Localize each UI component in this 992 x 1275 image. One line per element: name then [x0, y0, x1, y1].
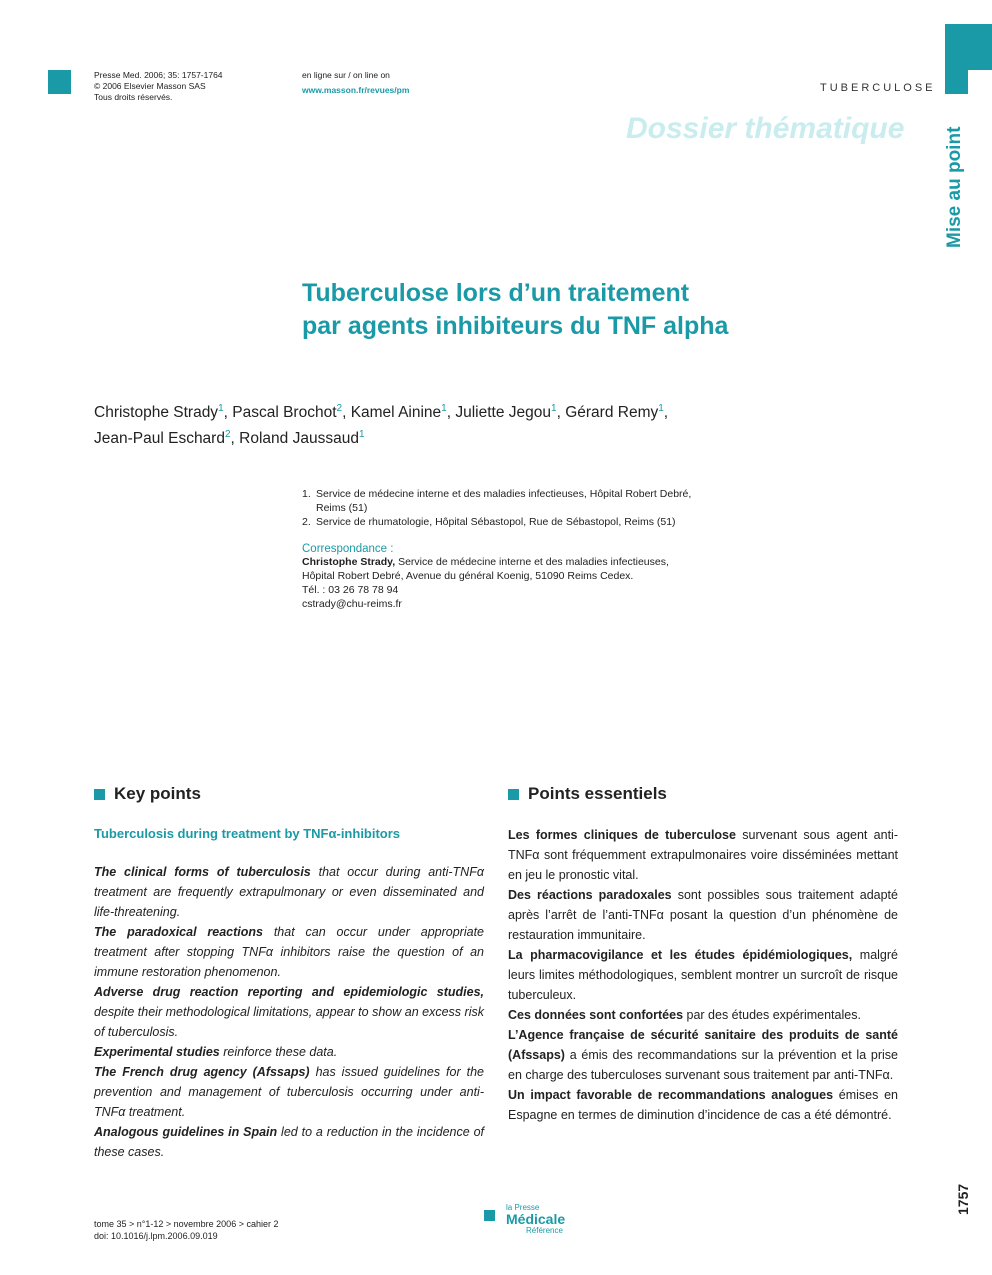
correspondance-label: Correspondance : — [302, 543, 394, 555]
author-list — [94, 398, 714, 450]
key-point: The French drug agency (Afssaps) has issued guidelines for the prevention and management of tuberculosis occurring under anti-TNFα treatment. — [94, 1065, 484, 1119]
key-point: Analogous guidelines in Spain led to a reduction in the incidence of these cases. — [94, 1125, 484, 1159]
heading-square-icon — [94, 789, 105, 800]
author: Roland Jaussaud — [239, 430, 359, 448]
header-tab-notch — [968, 70, 992, 94]
key-point: Adverse drug reaction reporting and epidemiologic studies, despite their methodological limitations, appear to show an excess risk of tuberculosis. — [94, 985, 484, 1039]
points-essentiels-heading: Points essentiels — [508, 784, 898, 804]
author-affiliation-mark: 1 — [658, 403, 664, 414]
doi: doi: 10.1016/j.lpm.2006.09.019 — [94, 1231, 218, 1241]
author: Jean-Paul Eschard — [94, 430, 225, 448]
heading-square-icon — [508, 789, 519, 800]
key-points-section — [94, 784, 484, 1162]
point-essentiel: L’Agence française de sécurité sanitaire des produits de santé (Afssaps) a émis des recommandations sur la prévention et la prise en charge des tuberculoses survenant sous traitement par anti-TNFα. — [508, 1028, 898, 1082]
correspondance-address: Christophe Strady, Service de médecine interne et des maladies infectieuses, Hôpital Robert Debré, Avenue du général Koenig, 51090 Reims Cedex. Tél. : 03 26 78 78 94 cstrady@chu-reims.fr — [302, 556, 669, 610]
correspondance — [302, 543, 722, 611]
key-points-subheading: Tuberculosis during treatment by TNFα-inhibitors — [94, 826, 401, 841]
email[interactable]: cstrady@chu-reims.fr — [302, 598, 402, 610]
key-points-heading: Key points — [94, 784, 484, 804]
article-title — [302, 277, 728, 343]
point-essentiel: Des réactions paradoxales sont possibles sous traitement adapté après l’arrêt de l’anti-TNFα posant la question d’un phénomène de restauration immunitaire. — [508, 888, 898, 942]
author-affiliation-mark: 2 — [336, 403, 343, 414]
key-point: The clinical forms of tuberculosis that occur during anti-TNFα treatment are frequently extrapulmonary or even disseminated and life-threatening. — [94, 865, 484, 919]
copyright: © 2006 Elsevier Masson SAS — [94, 81, 206, 91]
citation: Presse Med. 2006; 35: 1757-1764 — [94, 70, 223, 80]
point-essentiel: Les formes cliniques de tuberculose survenant sous agent anti-TNFα sont fréquemment extrapulmonaires voire disséminées mettant en jeu le pronostic vital. — [508, 828, 898, 882]
points-essentiels-section — [508, 784, 898, 1125]
telephone: Tél. : 03 26 78 78 94 — [302, 584, 399, 596]
author-affiliation-mark: 1 — [358, 429, 365, 441]
point-essentiel: Ces données sont confortées par des études expérimentales. — [508, 1008, 861, 1022]
logo-sub: Référence — [526, 1226, 563, 1235]
affiliation-item: 2. Service de rhumatologie, Hôpital Sébastopol, Rue de Sébastopol, Reims (51) — [302, 516, 676, 528]
logo-square-icon — [484, 1210, 495, 1221]
points-essentiels-body — [508, 825, 898, 1125]
section-label: TUBERCULOSE — [820, 82, 936, 94]
logo-main: Médicale — [506, 1211, 566, 1227]
affiliations — [302, 487, 692, 529]
header-square-left — [48, 70, 71, 94]
dossier-title: Dossier thématique — [626, 112, 905, 145]
vertical-section-label: Mise au point — [944, 126, 965, 248]
author: Pascal Brochot — [232, 404, 337, 422]
author: Juliette Jegou — [455, 404, 552, 422]
page-number: 1757 — [955, 1183, 971, 1215]
author: Kamel Ainine — [350, 404, 442, 422]
issue-info: tome 35 > n°1-12 > novembre 2006 > cahier 2 — [94, 1219, 279, 1229]
online-info — [302, 70, 409, 95]
online-label: en ligne sur / on line on — [302, 70, 390, 80]
journal-info — [94, 70, 223, 103]
title-line-1: Tuberculose lors d’un traitement — [302, 279, 690, 307]
online-url[interactable]: www.masson.fr/revues/pm — [302, 85, 410, 95]
author-line-2: Jean-Paul Eschard$^2$, Roland Jaussaud$^1$ — [94, 429, 365, 448]
author-line-1: Christophe Strady$^1$, Pascal Brochot$^2$, Kamel Ainine$^1$, Juliette Jegou$^1$, Gérard Remy$^1$, — [94, 403, 669, 422]
affiliation-item: 1. Service de médecine interne et des maladies infectieuses, Hôpital Robert Debré, Reims (51) — [302, 488, 692, 514]
key-point: Experimental studies reinforce these data. — [94, 1045, 338, 1059]
author-affiliation-mark: 1 — [551, 403, 557, 414]
title-line-2: par agents inhibiteurs du TNF alpha — [302, 312, 729, 340]
logo-top: la Presse — [506, 1203, 540, 1212]
key-point: The paradoxical reactions that can occur under appropriate treatment after stopping TNFα inhibitors raise the question of an immune restoration phenomenon. — [94, 925, 484, 979]
journal-logo — [484, 1203, 565, 1235]
key-points-body — [94, 862, 484, 1162]
author-affiliation-mark: 1 — [441, 403, 447, 414]
rights: Tous droits réservés. — [94, 92, 173, 102]
author: Gérard Remy — [565, 404, 659, 422]
footer-issue-info — [94, 1218, 278, 1242]
author-affiliation-mark: 1 — [218, 403, 224, 414]
author-affiliation-mark: 2 — [224, 429, 231, 441]
author: Christophe Strady — [94, 404, 219, 422]
point-essentiel: La pharmacovigilance et les études épidémiologiques, malgré leurs limites méthodologiques, semblent montrer un surcroît de risque tuberculeux. — [508, 948, 898, 1002]
point-essentiel: Un impact favorable de recommandations analogues émises en Espagne en termes de diminution d’incidence de cas a été démontré. — [508, 1088, 898, 1122]
